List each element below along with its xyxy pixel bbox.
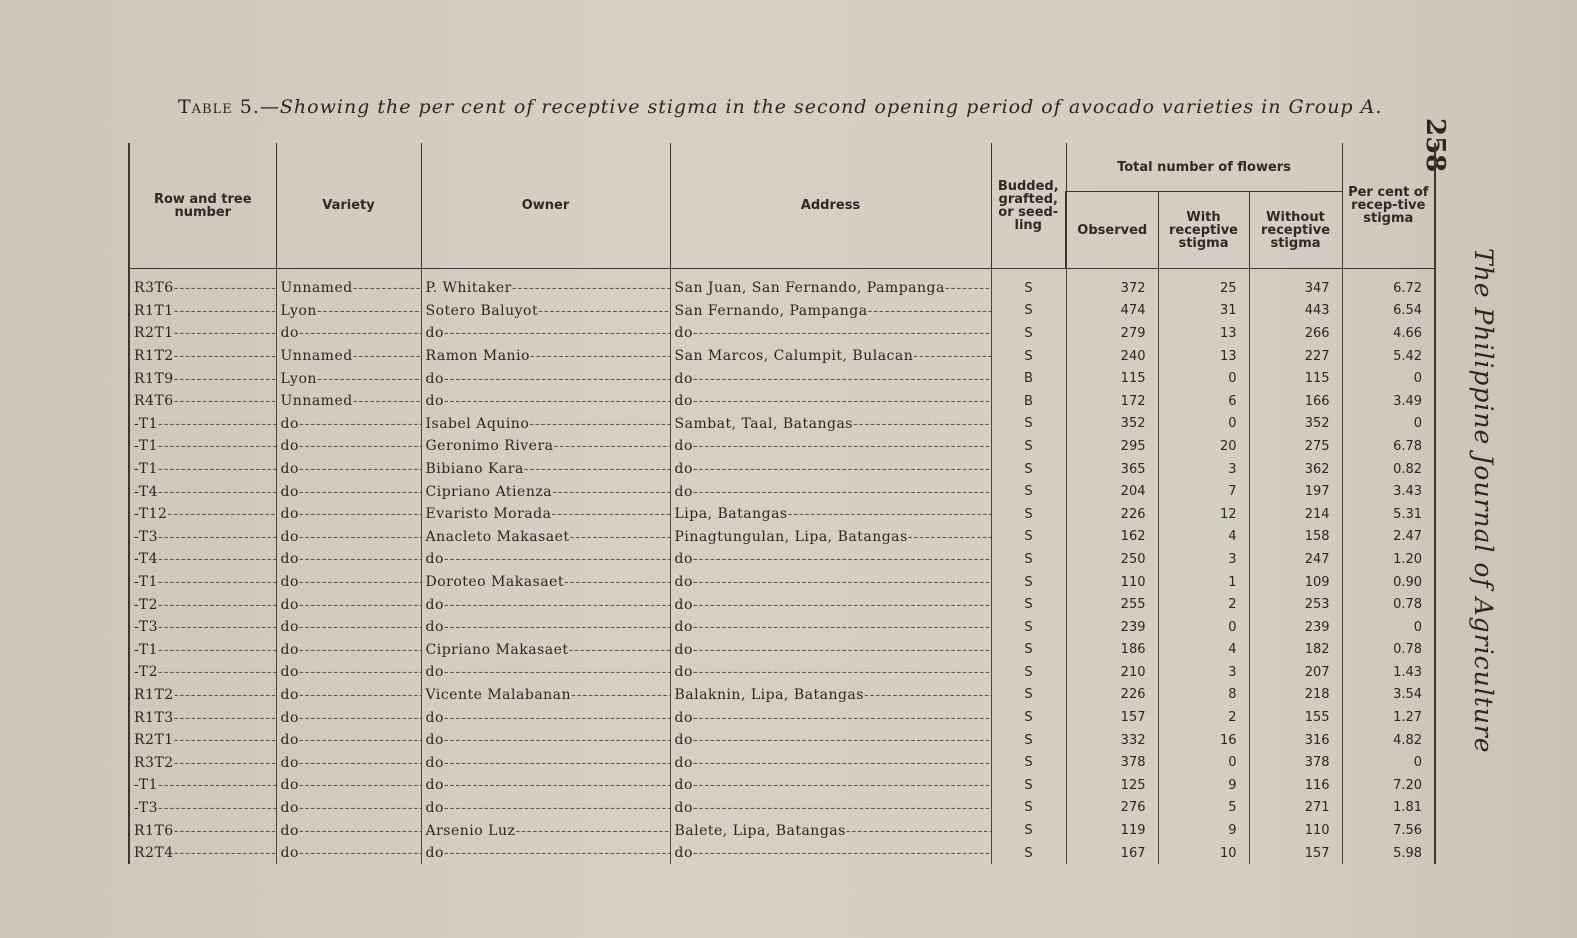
table-row [129,435,1435,458]
without-receptive-cell: 166 [1249,390,1342,413]
per-cent-cell: 5.31 [1342,503,1435,526]
without-receptive-cell: 275 [1249,435,1342,458]
address-cell: do ----- [670,593,991,616]
row-tree-cell: -T3 ----- [129,526,276,549]
table-row [129,458,1435,481]
header-without: Without receptive stigma [1249,192,1342,269]
without-receptive-cell: 227 [1249,345,1342,368]
observed-cell: 255 [1066,593,1158,616]
per-cent-cell: 3.54 [1342,684,1435,707]
address-cell: do ----- [670,390,991,413]
variety-cell: do ----- [276,706,421,729]
address-cell: Balete, Lipa, Batangas ----- [670,819,991,842]
with-receptive-cell: 0 [1158,413,1249,436]
table-row [129,616,1435,639]
budded-cell: S [991,819,1066,842]
budded-cell: S [991,571,1066,594]
without-receptive-cell: 352 [1249,413,1342,436]
without-receptive-cell: 271 [1249,797,1342,820]
with-receptive-cell: 8 [1158,684,1249,707]
per-cent-cell: 1.81 [1342,797,1435,820]
row-tree-cell: -T4 ----- [129,548,276,571]
with-receptive-cell: 25 [1158,269,1249,300]
address-cell: do ----- [670,435,991,458]
table-row [129,571,1435,594]
observed-cell: 239 [1066,616,1158,639]
header-total-group: Total number of flowers [1066,143,1342,192]
budded-cell: S [991,300,1066,323]
observed-cell: 210 [1066,661,1158,684]
table-row [129,322,1435,345]
caption-title: Showing the per cent of receptive stigma in the second opening period of avocado varieties in Group A. [279,96,1383,118]
header-row-tree: Row and tree number [129,143,276,269]
owner-cell: do ----- [421,322,670,345]
without-receptive-cell: 197 [1249,480,1342,503]
without-receptive-cell: 157 [1249,842,1342,865]
address-cell: San Marcos, Calumpit, Bulacan ----- [670,345,991,368]
variety-cell: Unnamed ----- [276,345,421,368]
variety-cell: do ----- [276,616,421,639]
page-number: 258 [1420,118,1450,173]
row-tree-cell: -T1 ----- [129,458,276,481]
row-tree-cell: -T1 ----- [129,435,276,458]
row-tree-cell: R1T1 ----- [129,300,276,323]
budded-cell: S [991,269,1066,300]
budded-cell: S [991,774,1066,797]
without-receptive-cell: 378 [1249,751,1342,774]
owner-cell: Cipriano Makasaet ----- [421,639,670,662]
row-tree-cell: -T2 ----- [129,661,276,684]
row-tree-cell: -T1 ----- [129,413,276,436]
observed-cell: 186 [1066,639,1158,662]
row-tree-cell: -T4 ----- [129,480,276,503]
without-receptive-cell: 266 [1249,322,1342,345]
row-tree-cell: R1T9 ----- [129,367,276,390]
row-tree-cell: R3T2 ----- [129,751,276,774]
row-tree-cell: R1T3 ----- [129,706,276,729]
table-row [129,548,1435,571]
address-cell: do ----- [670,571,991,594]
address-cell: do ----- [670,616,991,639]
per-cent-cell: 4.66 [1342,322,1435,345]
budded-cell: S [991,345,1066,368]
observed-cell: 378 [1066,751,1158,774]
budded-cell: B [991,390,1066,413]
table-row [129,729,1435,752]
observed-cell: 167 [1066,842,1158,865]
variety-cell: do ----- [276,842,421,865]
budded-cell: S [991,616,1066,639]
per-cent-cell: 0.82 [1342,458,1435,481]
owner-cell: Cipriano Atienza ----- [421,480,670,503]
owner-cell: Vicente Malabanan ----- [421,684,670,707]
row-tree-cell: R1T6 ----- [129,819,276,842]
per-cent-cell: 0.78 [1342,639,1435,662]
with-receptive-cell: 0 [1158,367,1249,390]
without-receptive-cell: 247 [1249,548,1342,571]
with-receptive-cell: 3 [1158,548,1249,571]
per-cent-cell: 0 [1342,367,1435,390]
table-row [129,706,1435,729]
observed-cell: 162 [1066,526,1158,549]
variety-cell: do ----- [276,480,421,503]
row-tree-cell: -T12 ----- [129,503,276,526]
address-cell: do ----- [670,322,991,345]
observed-cell: 365 [1066,458,1158,481]
variety-cell: do ----- [276,548,421,571]
per-cent-cell: 6.78 [1342,435,1435,458]
address-cell: do ----- [670,706,991,729]
per-cent-cell: 7.20 [1342,774,1435,797]
address-cell: Pinagtungulan, Lipa, Batangas ----- [670,526,991,549]
variety-cell: do ----- [276,413,421,436]
owner-cell: Ramon Manio ----- [421,345,670,368]
observed-cell: 110 [1066,571,1158,594]
row-tree-cell: R2T1 ----- [129,729,276,752]
observed-cell: 474 [1066,300,1158,323]
address-cell: do ----- [670,639,991,662]
without-receptive-cell: 155 [1249,706,1342,729]
table-row [129,413,1435,436]
observed-cell: 276 [1066,797,1158,820]
budded-cell: S [991,413,1066,436]
header-with: With receptive stigma [1158,192,1249,269]
table-caption [178,96,1418,118]
budded-cell: S [991,503,1066,526]
budded-cell: S [991,548,1066,571]
observed-cell: 332 [1066,729,1158,752]
with-receptive-cell: 5 [1158,797,1249,820]
variety-cell: do ----- [276,322,421,345]
with-receptive-cell: 6 [1158,390,1249,413]
without-receptive-cell: 347 [1249,269,1342,300]
owner-cell: P. Whitaker ----- [421,269,670,300]
row-tree-cell: R1T2 ----- [129,684,276,707]
with-receptive-cell: 0 [1158,616,1249,639]
owner-cell: do ----- [421,797,670,820]
observed-cell: 115 [1066,367,1158,390]
observed-cell: 226 [1066,684,1158,707]
header-observed: Observed [1066,192,1158,269]
owner-cell: do ----- [421,661,670,684]
header-variety: Variety [276,143,421,269]
with-receptive-cell: 13 [1158,345,1249,368]
per-cent-cell: 7.56 [1342,819,1435,842]
without-receptive-cell: 182 [1249,639,1342,662]
table-row [129,300,1435,323]
table-row [129,526,1435,549]
address-cell: do ----- [670,661,991,684]
budded-cell: S [991,458,1066,481]
with-receptive-cell: 10 [1158,842,1249,865]
without-receptive-cell: 116 [1249,774,1342,797]
table-row [129,639,1435,662]
with-receptive-cell: 7 [1158,480,1249,503]
observed-cell: 250 [1066,548,1158,571]
address-cell: Sambat, Taal, Batangas ----- [670,413,991,436]
table-row [129,684,1435,707]
variety-cell: Lyon ----- [276,300,421,323]
with-receptive-cell: 16 [1158,729,1249,752]
address-cell: do ----- [670,729,991,752]
variety-cell: do ----- [276,661,421,684]
data-table [128,143,1436,864]
with-receptive-cell: 31 [1158,300,1249,323]
row-tree-cell: R4T6 ----- [129,390,276,413]
with-receptive-cell: 4 [1158,526,1249,549]
per-cent-cell: 0 [1342,751,1435,774]
table-body [129,269,1435,865]
variety-cell: Lyon ----- [276,367,421,390]
owner-cell: do ----- [421,729,670,752]
caption-dash: — [259,96,280,118]
without-receptive-cell: 218 [1249,684,1342,707]
budded-cell: S [991,751,1066,774]
with-receptive-cell: 20 [1158,435,1249,458]
address-cell: San Fernando, Pampanga ----- [670,300,991,323]
address-cell: do ----- [670,480,991,503]
per-cent-cell: 1.43 [1342,661,1435,684]
without-receptive-cell: 115 [1249,367,1342,390]
budded-cell: S [991,639,1066,662]
owner-cell: Sotero Baluyot ----- [421,300,670,323]
variety-cell: do ----- [276,593,421,616]
table-row [129,842,1435,865]
with-receptive-cell: 3 [1158,661,1249,684]
variety-cell: do ----- [276,639,421,662]
budded-cell: S [991,526,1066,549]
per-cent-cell: 3.49 [1342,390,1435,413]
per-cent-cell: 0 [1342,616,1435,639]
budded-cell: S [991,480,1066,503]
row-tree-cell: -T1 ----- [129,571,276,594]
owner-cell: do ----- [421,774,670,797]
table-row [129,269,1435,300]
owner-cell: do ----- [421,593,670,616]
table-row [129,661,1435,684]
variety-cell: Unnamed ----- [276,390,421,413]
address-cell: do ----- [670,797,991,820]
address-cell: do ----- [670,367,991,390]
table-row [129,819,1435,842]
per-cent-cell: 5.98 [1342,842,1435,865]
table-row [129,390,1435,413]
with-receptive-cell: 13 [1158,322,1249,345]
row-tree-cell: R3T6 ----- [129,269,276,300]
without-receptive-cell: 158 [1249,526,1342,549]
without-receptive-cell: 362 [1249,458,1342,481]
address-cell: San Juan, San Fernando, Pampanga ----- [670,269,991,300]
address-cell: do ----- [670,458,991,481]
variety-cell: Unnamed ----- [276,269,421,300]
observed-cell: 372 [1066,269,1158,300]
per-cent-cell: 1.20 [1342,548,1435,571]
header-address: Address [670,143,991,269]
table-row [129,345,1435,368]
per-cent-cell: 0 [1342,413,1435,436]
budded-cell: S [991,661,1066,684]
with-receptive-cell: 9 [1158,819,1249,842]
observed-cell: 125 [1066,774,1158,797]
with-receptive-cell: 2 [1158,706,1249,729]
variety-cell: do ----- [276,458,421,481]
table-row [129,593,1435,616]
table-row [129,503,1435,526]
owner-cell: do ----- [421,548,670,571]
header-per-cent: Per cent of recep-tive stigma [1342,143,1435,269]
observed-cell: 172 [1066,390,1158,413]
table-row [129,367,1435,390]
variety-cell: do ----- [276,684,421,707]
without-receptive-cell: 207 [1249,661,1342,684]
observed-cell: 240 [1066,345,1158,368]
budded-cell: B [991,367,1066,390]
budded-cell: S [991,322,1066,345]
address-cell: do ----- [670,774,991,797]
per-cent-cell: 1.27 [1342,706,1435,729]
budded-cell: S [991,729,1066,752]
row-tree-cell: -T1 ----- [129,639,276,662]
with-receptive-cell: 1 [1158,571,1249,594]
variety-cell: do ----- [276,729,421,752]
owner-cell: Isabel Aquino ----- [421,413,670,436]
observed-cell: 279 [1066,322,1158,345]
without-receptive-cell: 316 [1249,729,1342,752]
row-tree-cell: -T3 ----- [129,616,276,639]
owner-cell: do ----- [421,367,670,390]
variety-cell: do ----- [276,751,421,774]
per-cent-cell: 5.42 [1342,345,1435,368]
variety-cell: do ----- [276,503,421,526]
with-receptive-cell: 2 [1158,593,1249,616]
address-cell: do ----- [670,751,991,774]
observed-cell: 352 [1066,413,1158,436]
row-tree-cell: R2T4 ----- [129,842,276,865]
owner-cell: do ----- [421,751,670,774]
per-cent-cell: 6.72 [1342,269,1435,300]
variety-cell: do ----- [276,435,421,458]
budded-cell: S [991,797,1066,820]
with-receptive-cell: 12 [1158,503,1249,526]
observed-cell: 157 [1066,706,1158,729]
owner-cell: do ----- [421,616,670,639]
with-receptive-cell: 3 [1158,458,1249,481]
variety-cell: do ----- [276,819,421,842]
without-receptive-cell: 443 [1249,300,1342,323]
address-cell: Balaknin, Lipa, Batangas ----- [670,684,991,707]
row-tree-cell: -T1 ----- [129,774,276,797]
running-head: The Philippine Journal of Agriculture [1469,248,1498,754]
budded-cell: S [991,684,1066,707]
owner-cell: Evaristo Morada ----- [421,503,670,526]
observed-cell: 119 [1066,819,1158,842]
without-receptive-cell: 110 [1249,819,1342,842]
table-row [129,751,1435,774]
without-receptive-cell: 214 [1249,503,1342,526]
per-cent-cell: 0.78 [1342,593,1435,616]
table-row [129,480,1435,503]
variety-cell: do ----- [276,797,421,820]
budded-cell: S [991,435,1066,458]
per-cent-cell: 0.90 [1342,571,1435,594]
per-cent-cell: 2.47 [1342,526,1435,549]
row-tree-cell: -T3 ----- [129,797,276,820]
owner-cell: Geronimo Rivera ----- [421,435,670,458]
budded-cell: S [991,842,1066,865]
budded-cell: S [991,593,1066,616]
budded-cell: S [991,706,1066,729]
per-cent-cell: 6.54 [1342,300,1435,323]
with-receptive-cell: 4 [1158,639,1249,662]
table-row [129,774,1435,797]
row-tree-cell: R2T1 ----- [129,322,276,345]
owner-cell: do ----- [421,390,670,413]
address-cell: do ----- [670,842,991,865]
address-cell: Lipa, Batangas ----- [670,503,991,526]
without-receptive-cell: 239 [1249,616,1342,639]
owner-cell: Anacleto Makasaet ----- [421,526,670,549]
owner-cell: Bibiano Kara ----- [421,458,670,481]
header-owner: Owner [421,143,670,269]
per-cent-cell: 4.82 [1342,729,1435,752]
address-cell: do ----- [670,548,991,571]
variety-cell: do ----- [276,774,421,797]
header-budded: Budded, grafted, or seed-ling [991,143,1066,269]
owner-cell: do ----- [421,706,670,729]
row-tree-cell: R1T2 ----- [129,345,276,368]
variety-cell: do ----- [276,571,421,594]
owner-cell: Arsenio Luz ----- [421,819,670,842]
without-receptive-cell: 109 [1249,571,1342,594]
table-row [129,797,1435,820]
observed-cell: 204 [1066,480,1158,503]
row-tree-cell: -T2 ----- [129,593,276,616]
with-receptive-cell: 9 [1158,774,1249,797]
owner-cell: do ----- [421,842,670,865]
with-receptive-cell: 0 [1158,751,1249,774]
observed-cell: 226 [1066,503,1158,526]
variety-cell: do ----- [276,526,421,549]
per-cent-cell: 3.43 [1342,480,1435,503]
caption-lead: Table 5. [178,96,260,118]
owner-cell: Doroteo Makasaet ----- [421,571,670,594]
without-receptive-cell: 253 [1249,593,1342,616]
observed-cell: 295 [1066,435,1158,458]
